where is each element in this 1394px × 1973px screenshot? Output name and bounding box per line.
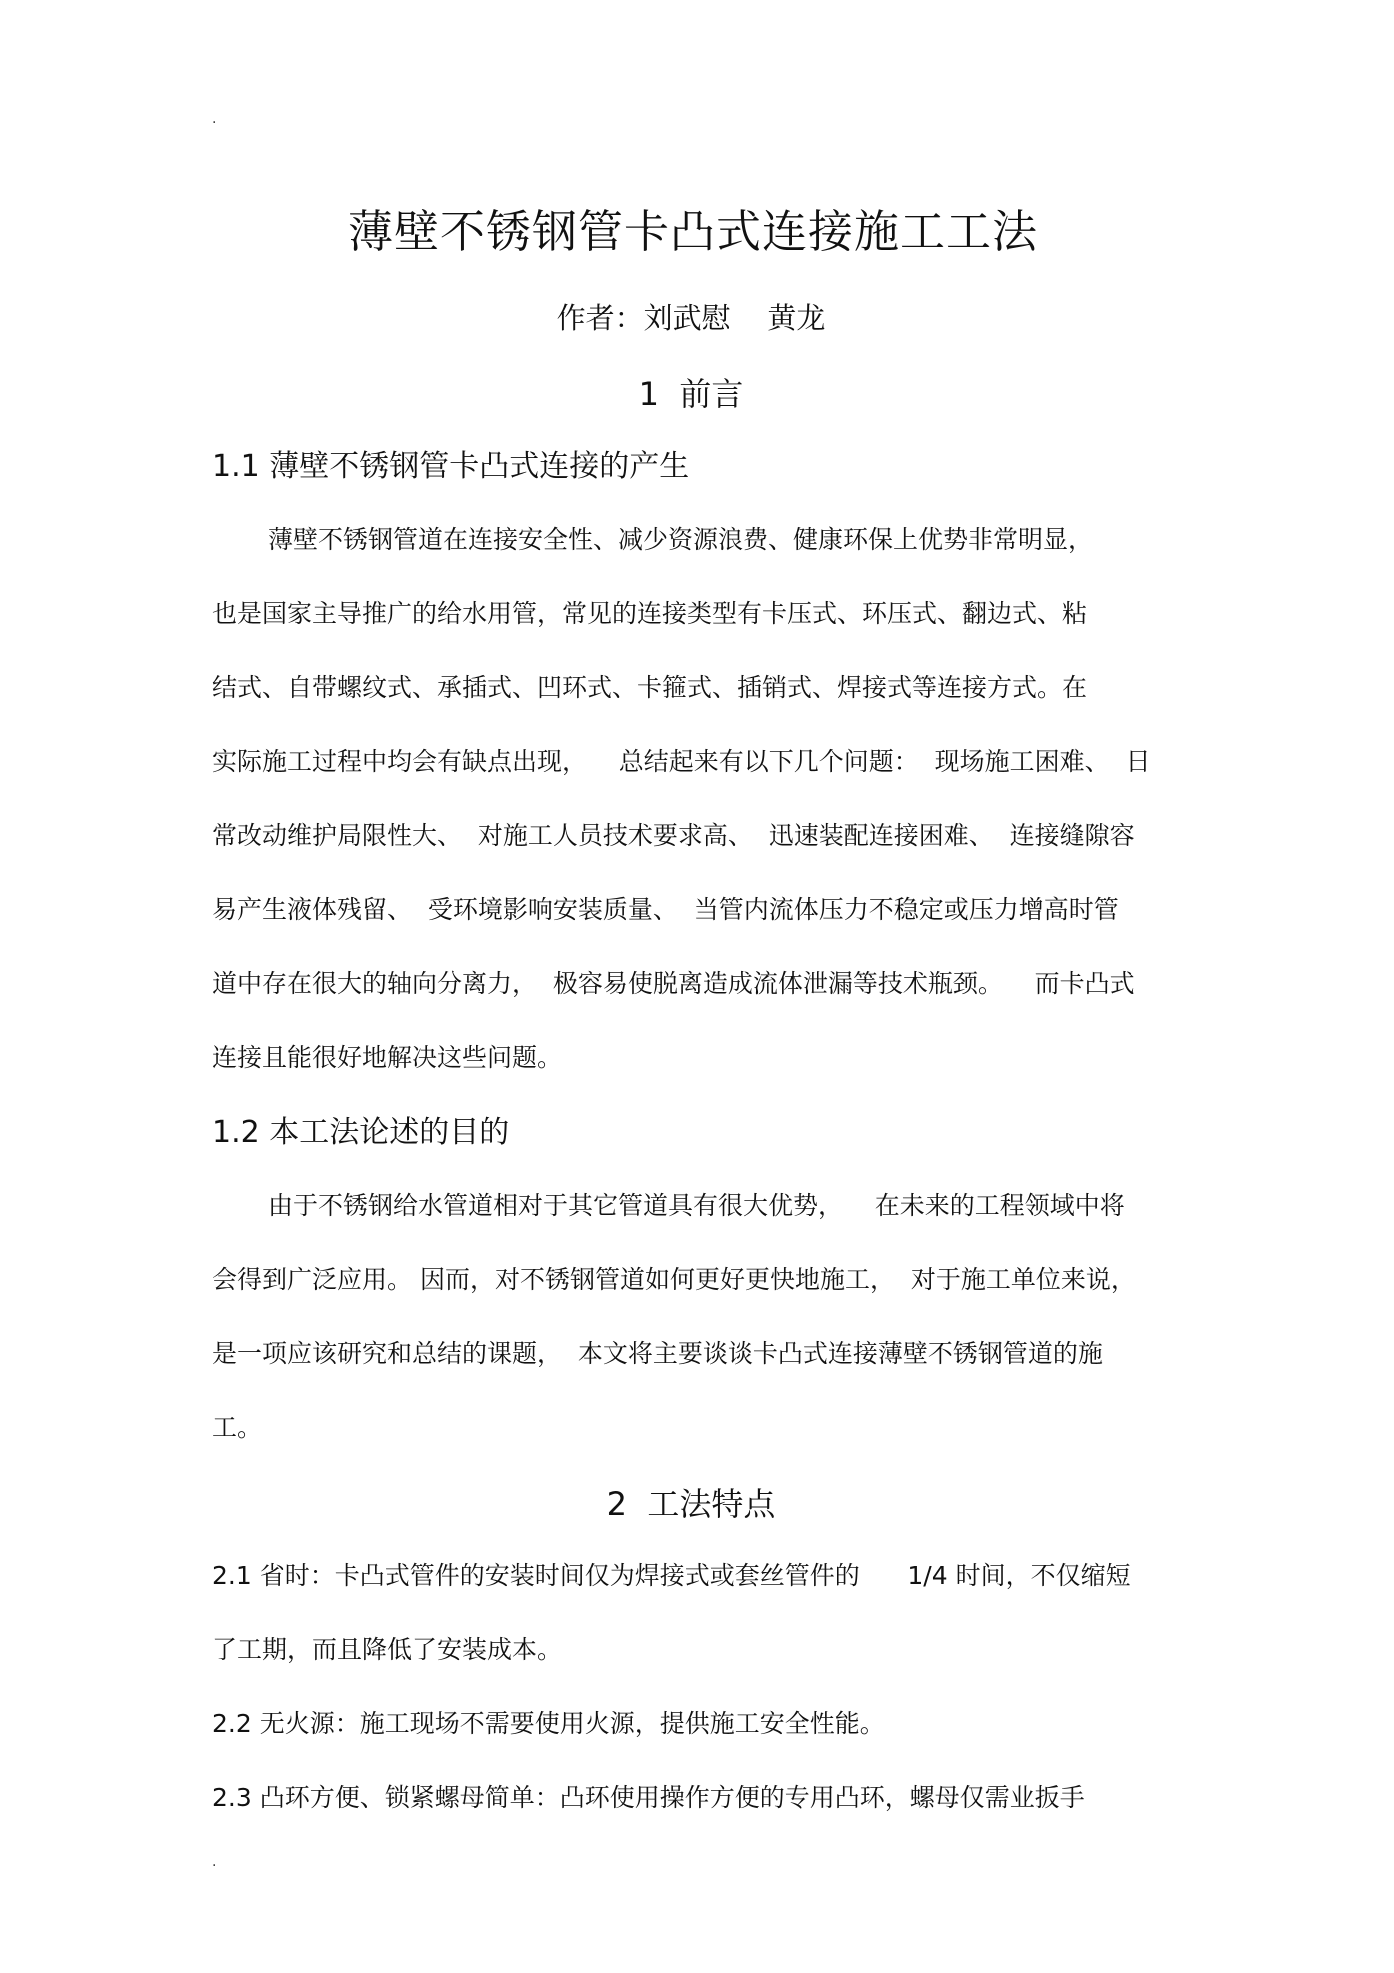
paragraph-line: 也是国家主导推广的给水用管，常见的连接类型有卡压式、环压式、翻边式、粘 (212, 599, 1088, 628)
feature-line: 2.3 凸环方便、锁紧螺母简单：凸环使用操作方便的专用凸环，螺母仅需业扳手 (212, 1783, 1085, 1812)
section-heading-1-text: 1 前言 (638, 375, 744, 413)
page-mark-bottom: . (212, 1854, 217, 1870)
feature-item-2-3 (212, 1780, 1188, 1854)
section-heading-2-text: 2 工法特点 (606, 1485, 776, 1523)
paragraph-line: 薄壁不锈钢管道在连接安全性、减少资源浪费、健康环保上优势非常明显， (268, 525, 1094, 554)
paragraph-1-1 (212, 522, 1188, 1114)
paragraph-line: 连接且能很好地解决这些问题。 (212, 1043, 563, 1072)
paragraph-1-2 (212, 1188, 1188, 1484)
paragraph-line: 工。 (212, 1413, 263, 1442)
paragraph-line: 会得到广泛应用。 因而，对不锈钢管道如何更好更快地施工， 对于施工单位来说， (212, 1265, 1136, 1294)
paragraph-line: 实际施工过程中均会有缺点出现， 总结起来有以下几个问题： 现场施工困难、 日 (212, 747, 1151, 776)
section-heading-2 (0, 1482, 1394, 1526)
paragraph-line: 是一项应该研究和总结的课题， 本文将主要谈谈卡凸式连接薄壁不锈钢管道的施 (212, 1339, 1103, 1368)
document-title (0, 202, 1394, 262)
author-line (0, 298, 1394, 338)
document-title-text: 薄壁不锈钢管卡凸式连接施工工法 (347, 205, 1038, 258)
subsection-heading-1-2: 1.2 本工法论述的目的 (212, 1115, 510, 1150)
feature-line: 2.1 省时：卡凸式管件的安装时间仅为焊接式或套丝管件的 1/4 时间，不仅缩短 (212, 1561, 1131, 1590)
paragraph-line: 道中存在很大的轴向分离力， 极容易使脱离造成流体泄漏等技术瓶颈。 而卡凸式 (212, 969, 1135, 998)
page-mark-top: . (212, 111, 217, 127)
subsection-heading-1-1: 1.1 薄壁不锈钢管卡凸式连接的产生 (212, 449, 690, 484)
paragraph-line: 常改动维护局限性大、 对施工人员技术要求高、 迅速装配连接困难、 连接缝隙容 (212, 821, 1135, 850)
paragraph-line: 易产生液体残留、 受环境影响安装质量、 当管内流体压力不稳定或压力增高时管 (212, 895, 1119, 924)
feature-line: 2.2 无火源：施工现场不需要使用火源，提供施工安全性能。 (212, 1709, 885, 1738)
feature-line: 了工期，而且降低了安装成本。 (212, 1635, 563, 1664)
feature-item-2-1 (212, 1558, 1188, 1706)
section-heading-1 (0, 372, 1394, 416)
feature-item-2-2 (212, 1706, 1188, 1780)
paragraph-line: 结式、自带螺纹式、承插式、凹环式、卡箍式、插销式、焊接式等连接方式。在 (212, 673, 1088, 702)
author-text: 作者：刘武慰 黄龙 (556, 301, 826, 335)
paragraph-line: 由于不锈钢给水管道相对于其它管道具有很大优势， 在未来的工程领域中将 (268, 1191, 1125, 1220)
